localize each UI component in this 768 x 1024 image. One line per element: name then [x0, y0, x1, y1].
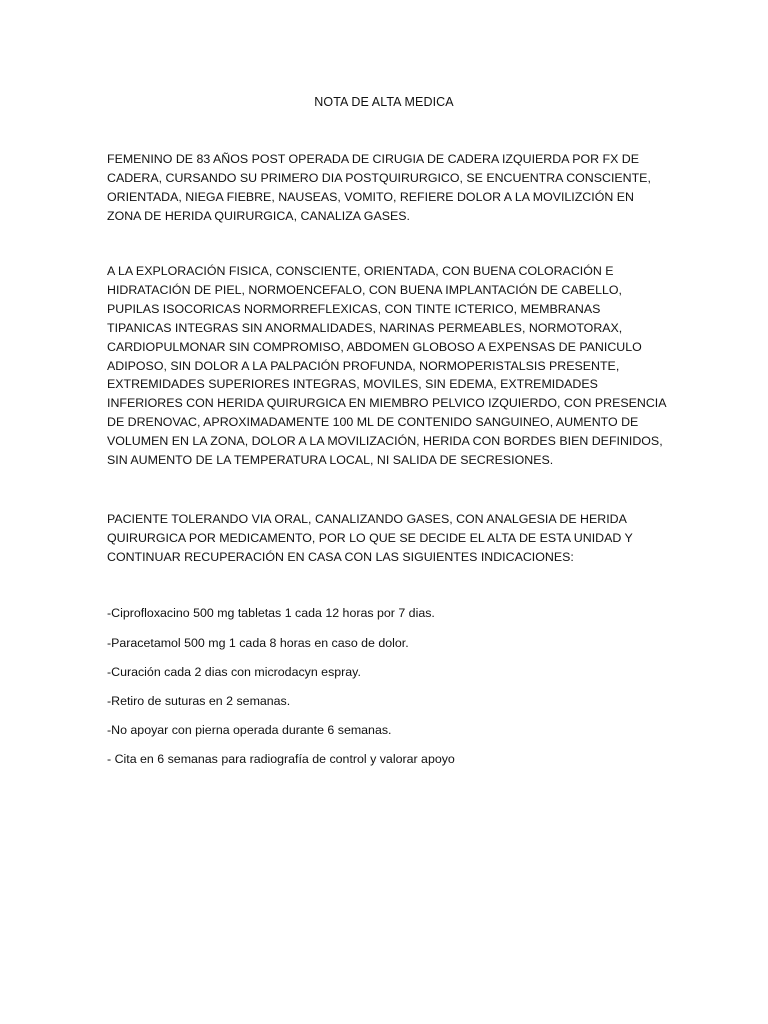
patient-status-paragraph: FEMENINO DE 83 AÑOS POST OPERADA DE CIRUGIA DE CADERA IZQUIERDA POR FX DE CADERA, CURSANDO SU PRIMERO DIA POSTQUIRURGICO, SE ENCUENTRA CONSCIENTE, ORIENTADA, NIEGA FIEBRE, NAUSEAS, VOMITO, REFIERE DOLOR A LA MOVILIZCIÓN EN ZONA DE HERIDA QUIRURGICA, CANALIZA GASES.	[107, 152, 651, 223]
indication-item: -No apoyar con pierna operada durante 6 semanas.	[107, 723, 392, 737]
indication-item: -Retiro de suturas en 2 semanas.	[107, 694, 291, 708]
indication-item: -Paracetamol 500 mg 1 cada 8 horas en caso de dolor.	[107, 636, 409, 650]
indication-item: -Ciprofloxacino 500 mg tabletas 1 cada 12 horas por 7 dias.	[107, 606, 435, 620]
indication-item: - Cita en 6 semanas para radiografía de control y valorar apoyo	[107, 752, 455, 766]
document-title: NOTA DE ALTA MEDICA	[314, 95, 454, 109]
physical-exam-paragraph: A LA EXPLORACIÓN FISICA, CONSCIENTE, ORIENTADA, CON BUENA COLORACIÓN E HIDRATACIÓN DE PIEL, NORMOENCEFALO, CON BUENA IMPLANTACIÓN DE CABELLO, PUPILAS ISOCORICAS NORMORREFLEXICAS, CON TINTE ICTERICO, MEMBRANAS TIPANICAS INTEGRAS SIN ANORMALIDADES, NARINAS PERMEABLES, NORMOTORAX, CARDIOPULMONAR SIN COMPROMISO, ABDOMEN GLOBOSO A EXPENSAS DE PANICULO ADIPOSO, SIN DOLOR A LA PALPACIÓN PROFUNDA, NORMOPERISTALSIS PRESENTE, EXTREMIDADES SUPERIORES INTEGRAS, MOVILES, SIN EDEMA, EXTREMIDADES INFERIORES CON HERIDA QUIRURGICA EN MIEMBRO PELVICO IZQUIERDO, CON PRESENCIA DE DRENOVAC, APROXIMADAMENTE 100 ML DE CONTENIDO SANGUINEO, AUMENTO DE VOLUMEN EN LA ZONA, DOLOR A LA MOVILIZACIÓN, HERIDA CON BORDES BIEN DEFINIDOS, SIN AUMENTO DE LA TEMPERATURA LOCAL, NI SALIDA DE SECRESIONES.	[107, 264, 666, 468]
discharge-decision-paragraph: PACIENTE TOLERANDO VIA ORAL, CANALIZANDO GASES, CON ANALGESIA DE HERIDA QUIRURGICA POR MEDICAMENTO, POR LO QUE SE DECIDE EL ALTA DE ESTA UNIDAD Y CONTINUAR RECUPERACIÓN EN CASA CON LAS SIGUIENTES INDICACIONES:	[107, 512, 633, 564]
indication-item: -Curación cada 2 dias con microdacyn espray.	[107, 665, 361, 679]
